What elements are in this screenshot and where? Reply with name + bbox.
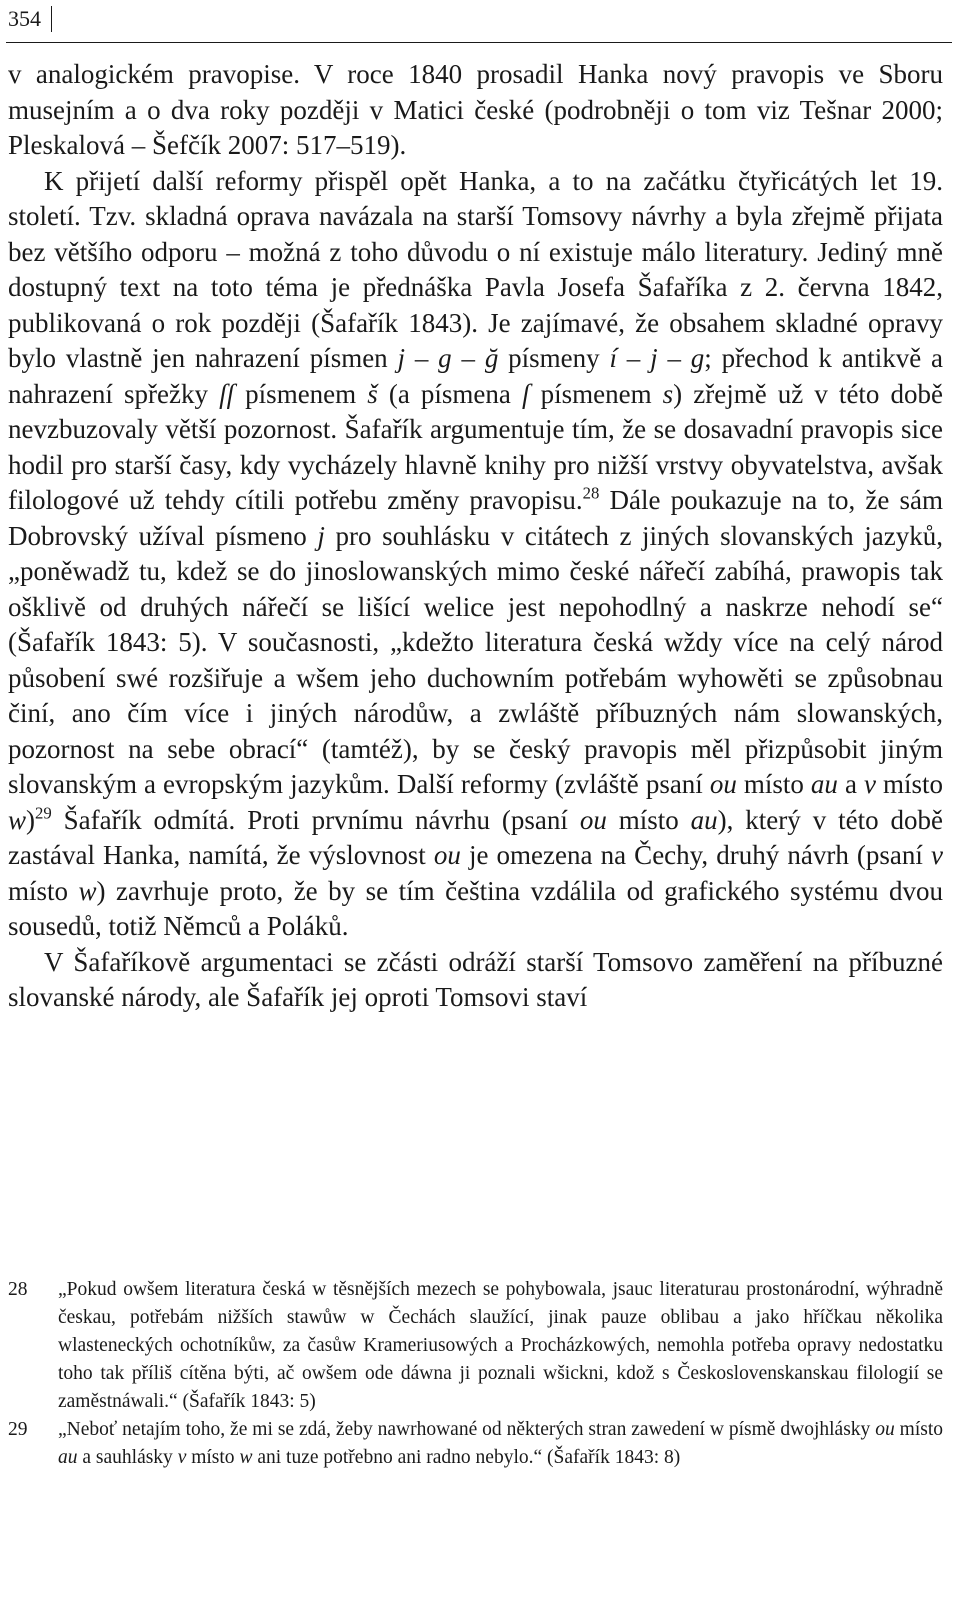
text-run: místo	[186, 1447, 240, 1468]
paragraph-3: V Šafaříkově argumentaci se zčásti odráží starší Tomsovo zaměření na příbuzné slovanské národy, ale Šafařík jej oproti Tomsovi staví	[8, 946, 943, 1012]
footnote-ref-29[interactable]: 29	[35, 803, 52, 823]
text-run: písmeny	[498, 343, 610, 373]
italic-w: w	[8, 804, 27, 835]
text-run: )	[26, 804, 36, 835]
paragraph-2	[8, 164, 943, 945]
italic-ou: ou	[433, 840, 461, 870]
footnote-number: 28	[8, 1279, 28, 1300]
text-run: písmenem	[529, 378, 663, 409]
italic-ou: ou	[709, 769, 737, 799]
text-run: a sauhlásky	[77, 1447, 178, 1468]
page-number: 354	[8, 6, 52, 32]
text-run: místo	[736, 769, 811, 799]
footnote-number: 29	[8, 1419, 28, 1440]
footnote-text: „Pokud owšem literatura česká w těsnějších mezech se pohybowala, jsauc literaturau prostonárodní, wýhradně českau, potřebám nižších stawůw w Čechách slaužící, jinak pauze oblibau a jako hříčkau několika wlasteneckých ochotníkůw, za časůw Krameriusowých a Procházkowých, nemohla potřeba opravy nedostatku toho tak příliš cítěna býti, ač owšem ode dáwna ji poznali wšickni, kdož s Československanskau filologií se zaměstnáwali.“ (Šafařík 1843: 5)	[58, 1279, 943, 1412]
text-run: místo	[894, 1419, 943, 1440]
italic-long-s: ſ	[521, 378, 530, 409]
footnote-28	[8, 1276, 943, 1416]
footnote-29	[8, 1416, 943, 1472]
text-run: je omezena na Čechy, druhý návrh (psaní	[460, 840, 932, 870]
page-header	[6, 0, 952, 43]
italic-long-s-pair: ſſ	[219, 378, 235, 409]
text-run: ani tuze potřebno ani radno nebylo.“ (Šafařík 1843: 8)	[252, 1447, 681, 1468]
italic-letters-old: j – g – ğ	[397, 343, 499, 373]
italic-ou: ou	[579, 804, 607, 835]
text-run: ) zřejmě už v této době nevzbuzovaly větší pozornost. Šafařík argumentuje tím, že se dosavadní pravopis sice hodil pro starší časy, kdy vycházely hlavně knihy pro nižší vrstvy obyvatelstva, avšak filologové už tehdy cítili potřebu změny pravopisu.	[8, 378, 943, 515]
text-run: Šafařík odmítá. Proti prvnímu návrhu (psaní	[51, 804, 580, 835]
text-run: ; přechod k antikvě a nahrazení spřežky	[8, 343, 944, 409]
main-text	[8, 57, 943, 1016]
footnote-ref-28[interactable]: 28	[582, 483, 600, 503]
italic-ou: ou	[875, 1419, 895, 1440]
text-run: Dále poukazuje na to, že sám Dobrovský užíval písmeno	[8, 485, 943, 551]
italic-w: w	[78, 875, 97, 906]
italic-letters-new: í – j – g	[609, 343, 705, 373]
italic-v: v	[863, 769, 876, 799]
text-run: místo	[606, 804, 691, 835]
text-run: (a písmena	[377, 378, 522, 409]
text-run: ), který v této době zastával Hanka, namítá, že výslovnost	[8, 804, 943, 870]
footnotes	[8, 1276, 943, 1472]
text-run: místo	[8, 875, 79, 906]
italic-letter-sh: š	[367, 378, 378, 409]
italic-v: v	[931, 840, 943, 870]
text-run: K přijetí další reformy přispěl opět Hanka, a to na začátku čtyřicátých let 19. století. Tzv. skladná oprava navázala na starší Tomsovy návrhy a byla zřejmě přijata bez většího odporu – možná z toho důvodu o ní existuje málo literatury. Jediný mně dostupný text na toto téma je přednáška Pavla Josefa Šafaříka z 2. června 1842, publikovaná o rok později (Šafařík 1843). Je zajímavé, že obsahem skladné opravy bylo vlastně jen nahrazení písmen	[8, 165, 943, 373]
text-run: pro souhlásku v citátech z jiných slovanských jazyků, „poněwadž tu, kdež se do jinoslowanských mimo české nářečí zabíhá, prawopis tak ošklivě od druhých nářečí se lišící welice jest nepohodlný a naskrze nehodí se“ (Šafařík 1843: 5). V současnosti, „kdežto literatura česká wždy více na celý národ působení swé rozšiřuje a wšem jeho duchowním potřebám wyhowěti se způsobnau činí, ano čím více i jiných národůw, a zwláště příbuzných nám slowanských, pozornost na sebe obrací“ (tamtéž), by se český pravopis měl přizpůsobit jiným slovanským a evropským jazykům. Další reformy (zvláště psaní	[8, 520, 944, 799]
italic-au: au	[58, 1447, 78, 1468]
text-run: písmenem	[234, 378, 368, 409]
italic-v: v	[177, 1447, 187, 1468]
text-run: místo	[875, 769, 943, 799]
italic-letter-s: s	[662, 378, 674, 409]
italic-au: au	[690, 804, 718, 835]
italic-w: w	[239, 1447, 253, 1468]
text-run: a	[837, 769, 864, 799]
paragraph-1: v analogickém pravopise. V roce 1840 prosadil Hanka nový pravopis ve Sboru musejním a o dva roky později v Matici české (podrobněji o tom viz Tešnar 2000; Pleskalová – Šefčík 2007: 517–519).	[8, 59, 943, 160]
text-run: „Neboť netajím toho, že mi se zdá, žeby nawrhowané od některých stran zawedení w písmě dwojhlásky	[58, 1419, 876, 1440]
italic-au: au	[810, 769, 838, 799]
text-run: ) zavrhuje proto, že by se tím čeština vzdálila od grafického systému dvou sousedů, totiž Němců a Poláků.	[8, 875, 943, 941]
italic-letter-j: j	[317, 520, 325, 551]
